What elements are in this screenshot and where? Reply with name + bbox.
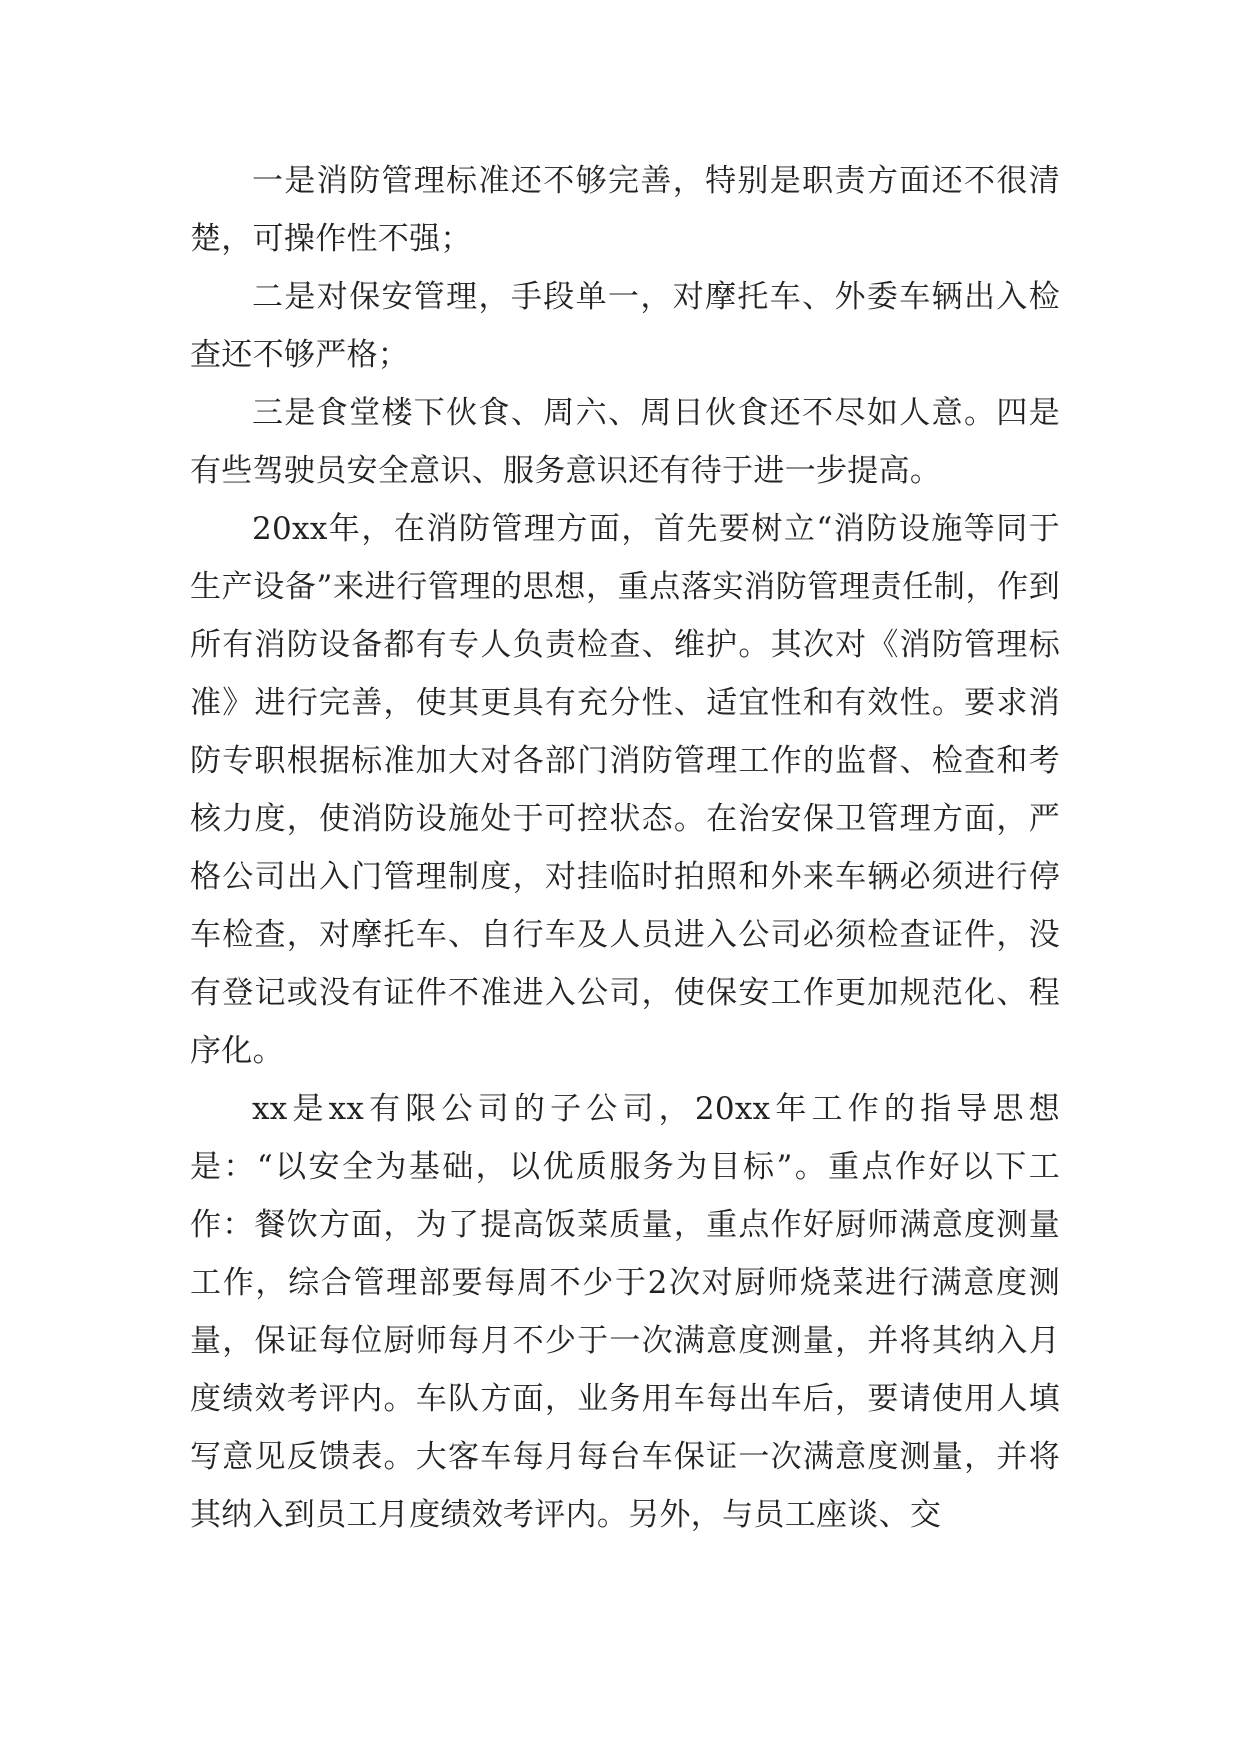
paragraph-security-issue: 二是对保安管理，手段单一，对摩托车、外委车辆出入检查还不够严格； [190,279,1060,373]
paragraph-service-plan: xx是xx有限公司的子公司，20xx年工作的指导思想是：“以安全为基础，以优质服务为目标”。重点作好以下工作：餐饮方面，为了提高饭菜质量，重点作好厨师满意度测量工作，综合管理部要每周不少于2次对厨师烧菜进行满意度测量，保证每位厨师每月不少于一次满意度测量，并将其纳入月度绩效考评内。车队方面，业务用车每出车后，要请使用人填写意见反馈表。大客车每月每台车保证一次满意度测量，并将其纳入到员工月度绩效考评内。另外，与员工座谈、交 [190,1091,1060,1533]
paragraph-fire-security-plan: 20xx年，在消防管理方面，首先要树立“消防设施等同于生产设备”来进行管理的思想，重点落实消防管理责任制，作到所有消防设备都有专人负责检查、维护。其次对《消防管理标准》进行完善，使其更具有充分性、适宜性和有效性。要求消防专职根据标准加大对各部门消防管理工作的监督、检查和考核力度，使消防设施处于可控状态。在治安保卫管理方面，严格公司出入门管理制度，对挂临时拍照和外来车辆必须进行停车检查，对摩托车、自行车及人员进入公司必须检查证件，没有登记或没有证件不准进入公司，使保安工作更加规范化、程序化。 [190,511,1060,1069]
paragraph-fire-standard-issue: 一是消防管理标准还不够完善，特别是职责方面还不很清楚，可操作性不强； [190,163,1060,257]
document-body [190,152,1060,1544]
paragraph-canteen-driver-issue: 三是食堂楼下伙食、周六、周日伙食还不尽如人意。四是有些驾驶员安全意识、服务意识还有待于进一步提高。 [190,395,1060,489]
